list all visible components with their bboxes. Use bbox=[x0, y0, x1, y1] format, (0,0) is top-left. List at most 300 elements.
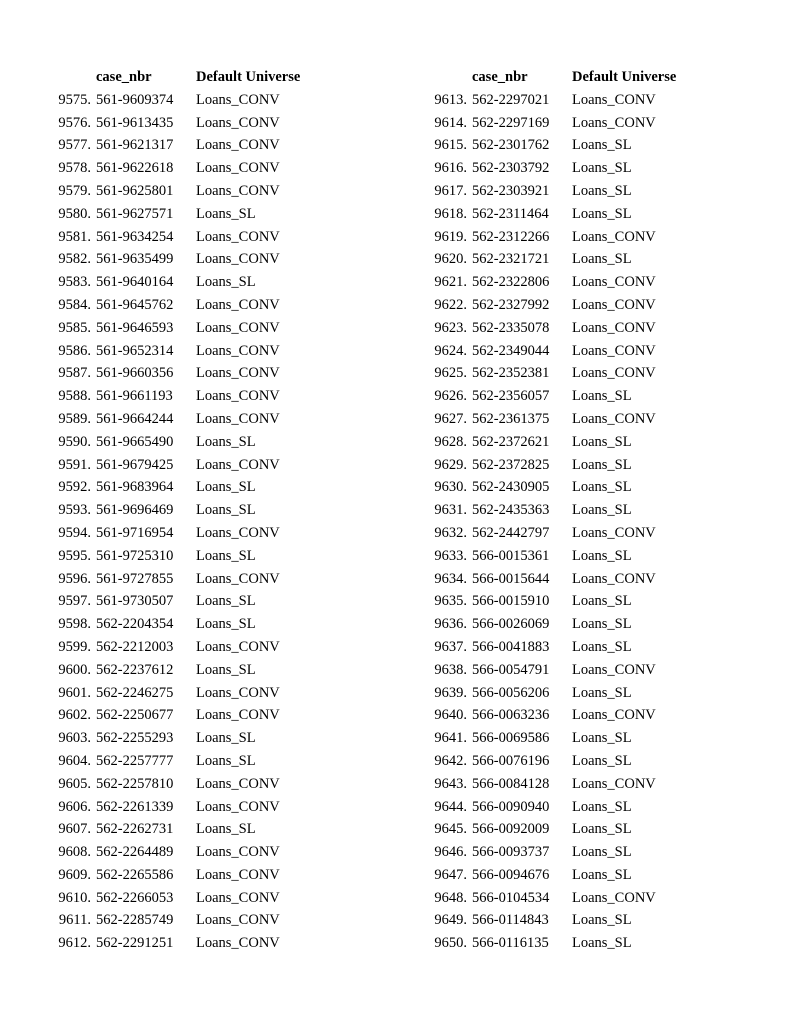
row-index: 9599. bbox=[58, 638, 91, 655]
default-universe-cell: Loans_SL bbox=[572, 502, 632, 519]
table-row bbox=[376, 112, 716, 135]
default-universe-cell: Loans_CONV bbox=[196, 388, 280, 405]
table-row bbox=[376, 932, 716, 955]
default-universe-cell: Loans_CONV bbox=[572, 342, 656, 359]
case-nbr-header: case_nbr bbox=[472, 69, 528, 85]
case-nbr-cell: 562-2356057 bbox=[472, 388, 550, 405]
row-index: 9623. bbox=[434, 319, 467, 336]
row-index: 9587. bbox=[58, 365, 91, 382]
table-row bbox=[376, 271, 716, 294]
row-index: 9596. bbox=[58, 570, 91, 587]
table-row bbox=[376, 545, 716, 568]
table-row bbox=[0, 134, 340, 157]
case-nbr-cell: 562-2303792 bbox=[472, 160, 550, 177]
right-case-table bbox=[376, 66, 716, 955]
row-index: 9647. bbox=[434, 866, 467, 883]
default-universe-cell: Loans_CONV bbox=[196, 182, 280, 199]
table-row bbox=[0, 590, 340, 613]
table-row bbox=[0, 499, 340, 522]
default-universe-cell: Loans_CONV bbox=[572, 524, 656, 541]
default-universe-cell: Loans_CONV bbox=[572, 274, 656, 291]
row-index: 9620. bbox=[434, 251, 467, 268]
row-index: 9638. bbox=[434, 661, 467, 678]
case-nbr-cell: 561-9661193 bbox=[96, 388, 173, 405]
row-index: 9615. bbox=[434, 137, 467, 154]
table-row bbox=[0, 89, 340, 112]
row-index: 9593. bbox=[58, 502, 91, 519]
case-nbr-cell: 561-9716954 bbox=[96, 524, 174, 541]
table-row bbox=[376, 636, 716, 659]
table-row bbox=[0, 385, 340, 408]
case-nbr-cell: 562-2352381 bbox=[472, 365, 550, 382]
case-nbr-cell: 566-0063236 bbox=[472, 707, 550, 724]
row-index: 9629. bbox=[434, 456, 467, 473]
case-nbr-cell: 561-9652314 bbox=[96, 342, 174, 359]
table-row bbox=[0, 704, 340, 727]
row-index: 9591. bbox=[58, 456, 91, 473]
table-row bbox=[0, 818, 340, 841]
table-row bbox=[376, 727, 716, 750]
table-row bbox=[376, 454, 716, 477]
row-index: 9614. bbox=[434, 114, 467, 131]
row-index: 9601. bbox=[58, 684, 91, 701]
row-index: 9579. bbox=[58, 182, 91, 199]
row-index: 9650. bbox=[434, 935, 467, 952]
row-index: 9628. bbox=[434, 433, 467, 450]
row-index: 9577. bbox=[58, 137, 91, 154]
case-nbr-cell: 562-2372825 bbox=[472, 456, 550, 473]
default-universe-cell: Loans_CONV bbox=[196, 889, 280, 906]
default-universe-cell: Loans_CONV bbox=[196, 410, 280, 427]
default-universe-cell: Loans_CONV bbox=[196, 935, 280, 952]
table-row bbox=[376, 818, 716, 841]
default-universe-cell: Loans_SL bbox=[572, 684, 632, 701]
row-index: 9578. bbox=[58, 160, 91, 177]
case-nbr-cell: 562-2349044 bbox=[472, 342, 550, 359]
row-index: 9608. bbox=[58, 844, 91, 861]
case-nbr-cell: 566-0056206 bbox=[472, 684, 550, 701]
table-row bbox=[0, 613, 340, 636]
table-row bbox=[0, 796, 340, 819]
default-universe-cell: Loans_SL bbox=[572, 251, 632, 268]
case-nbr-cell: 566-0104534 bbox=[472, 889, 550, 906]
default-universe-cell: Loans_SL bbox=[196, 433, 256, 450]
table-row bbox=[0, 112, 340, 135]
row-index: 9586. bbox=[58, 342, 91, 359]
default-universe-cell: Loans_CONV bbox=[572, 570, 656, 587]
default-universe-cell: Loans_CONV bbox=[196, 114, 280, 131]
case-nbr-cell: 566-0041883 bbox=[472, 638, 550, 655]
default-universe-cell: Loans_SL bbox=[572, 912, 632, 929]
table-row bbox=[0, 454, 340, 477]
default-universe-cell: Loans_SL bbox=[572, 593, 632, 610]
case-nbr-cell: 566-0015644 bbox=[472, 570, 550, 587]
row-index: 9648. bbox=[434, 889, 467, 906]
row-index: 9627. bbox=[434, 410, 467, 427]
table-row bbox=[0, 682, 340, 705]
table-row bbox=[376, 203, 716, 226]
row-index: 9634. bbox=[434, 570, 467, 587]
table-row bbox=[376, 682, 716, 705]
table-row bbox=[0, 636, 340, 659]
default-universe-cell: Loans_SL bbox=[196, 274, 256, 291]
table-row bbox=[0, 340, 340, 363]
default-universe-cell: Loans_CONV bbox=[572, 889, 656, 906]
case-nbr-cell: 561-9613435 bbox=[96, 114, 174, 131]
case-nbr-cell: 562-2261339 bbox=[96, 798, 174, 815]
default-universe-cell: Loans_CONV bbox=[572, 228, 656, 245]
row-index: 9603. bbox=[58, 730, 91, 747]
default-universe-cell: Loans_SL bbox=[196, 479, 256, 496]
default-universe-cell: Loans_CONV bbox=[196, 296, 280, 313]
default-universe-cell: Loans_CONV bbox=[572, 365, 656, 382]
default-universe-cell: Loans_CONV bbox=[196, 912, 280, 929]
row-index: 9612. bbox=[58, 935, 91, 952]
table-row bbox=[376, 362, 716, 385]
default-universe-cell: Loans_CONV bbox=[196, 319, 280, 336]
default-universe-cell: Loans_CONV bbox=[196, 684, 280, 701]
table-row bbox=[376, 750, 716, 773]
case-nbr-cell: 561-9725310 bbox=[96, 547, 174, 564]
table-header-row bbox=[0, 66, 340, 89]
row-index: 9575. bbox=[58, 91, 91, 108]
case-nbr-header: case_nbr bbox=[96, 69, 152, 85]
default-universe-cell: Loans_CONV bbox=[572, 661, 656, 678]
row-index: 9594. bbox=[58, 524, 91, 541]
default-universe-cell: Loans_SL bbox=[196, 205, 256, 222]
table-row bbox=[376, 704, 716, 727]
case-nbr-cell: 561-9621317 bbox=[96, 137, 174, 154]
default-universe-cell: Loans_CONV bbox=[196, 775, 280, 792]
right-table-body bbox=[376, 89, 716, 955]
default-universe-cell: Loans_SL bbox=[572, 182, 632, 199]
case-nbr-cell: 561-9664244 bbox=[96, 410, 174, 427]
row-index: 9622. bbox=[434, 296, 467, 313]
case-nbr-cell: 561-9622618 bbox=[96, 160, 174, 177]
default-universe-cell: Loans_SL bbox=[572, 160, 632, 177]
table-row bbox=[376, 226, 716, 249]
case-nbr-cell: 561-9627571 bbox=[96, 205, 174, 222]
default-universe-cell: Loans_SL bbox=[572, 821, 632, 838]
case-nbr-cell: 561-9696469 bbox=[96, 502, 174, 519]
table-row bbox=[376, 340, 716, 363]
row-index: 9635. bbox=[434, 593, 467, 610]
default-universe-cell: Loans_SL bbox=[572, 388, 632, 405]
default-universe-cell: Loans_CONV bbox=[572, 114, 656, 131]
table-row bbox=[376, 909, 716, 932]
default-universe-cell: Loans_CONV bbox=[196, 160, 280, 177]
case-nbr-cell: 562-2246275 bbox=[96, 684, 174, 701]
index-header bbox=[376, 66, 472, 89]
default-universe-cell: Loans_SL bbox=[196, 616, 256, 633]
row-index: 9642. bbox=[434, 752, 467, 769]
default-universe-cell: Loans_SL bbox=[572, 616, 632, 633]
default-universe-cell: Loans_CONV bbox=[196, 844, 280, 861]
table-row bbox=[376, 248, 716, 271]
table-row bbox=[376, 568, 716, 591]
case-nbr-cell: 566-0026069 bbox=[472, 616, 550, 633]
table-row bbox=[0, 909, 340, 932]
table-row bbox=[0, 248, 340, 271]
index-header bbox=[0, 66, 96, 89]
case-nbr-cell: 561-9625801 bbox=[96, 182, 174, 199]
default-universe-cell: Loans_CONV bbox=[196, 798, 280, 815]
row-index: 9581. bbox=[58, 228, 91, 245]
row-index: 9589. bbox=[58, 410, 91, 427]
table-row bbox=[0, 773, 340, 796]
case-nbr-cell: 566-0116135 bbox=[472, 935, 549, 952]
table-row bbox=[0, 203, 340, 226]
case-nbr-cell: 561-9646593 bbox=[96, 319, 174, 336]
table-header-row bbox=[376, 66, 716, 89]
table-row bbox=[0, 841, 340, 864]
table-row bbox=[376, 476, 716, 499]
case-nbr-cell: 562-2257810 bbox=[96, 775, 174, 792]
table-row bbox=[376, 89, 716, 112]
row-index: 9602. bbox=[58, 707, 91, 724]
default-universe-cell: Loans_CONV bbox=[196, 570, 280, 587]
row-index: 9619. bbox=[434, 228, 467, 245]
table-row bbox=[376, 590, 716, 613]
default-universe-cell: Loans_SL bbox=[572, 205, 632, 222]
row-index: 9600. bbox=[58, 661, 91, 678]
case-nbr-cell: 562-2255293 bbox=[96, 730, 174, 747]
table-row bbox=[376, 408, 716, 431]
case-nbr-cell: 561-9640164 bbox=[96, 274, 174, 291]
row-index: 9643. bbox=[434, 775, 467, 792]
default-universe-cell: Loans_SL bbox=[196, 752, 256, 769]
case-nbr-cell: 562-2285749 bbox=[96, 912, 174, 929]
default-universe-cell: Loans_SL bbox=[572, 798, 632, 815]
case-nbr-cell: 562-2321721 bbox=[472, 251, 550, 268]
case-nbr-cell: 562-2257777 bbox=[96, 752, 174, 769]
case-nbr-cell: 566-0093737 bbox=[472, 844, 550, 861]
table-row bbox=[376, 796, 716, 819]
row-index: 9611. bbox=[58, 912, 91, 929]
table-row bbox=[0, 476, 340, 499]
default-universe-cell: Loans_CONV bbox=[196, 638, 280, 655]
table-row bbox=[376, 613, 716, 636]
table-row bbox=[0, 180, 340, 203]
default-universe-cell: Loans_SL bbox=[572, 730, 632, 747]
default-universe-cell: Loans_SL bbox=[196, 661, 256, 678]
row-index: 9606. bbox=[58, 798, 91, 815]
case-nbr-cell: 562-2435363 bbox=[472, 502, 550, 519]
table-row bbox=[0, 408, 340, 431]
default-universe-cell: Loans_CONV bbox=[196, 342, 280, 359]
default-universe-cell: Loans_SL bbox=[196, 821, 256, 838]
row-index: 9592. bbox=[58, 479, 91, 496]
table-row bbox=[376, 431, 716, 454]
default-universe-cell: Loans_CONV bbox=[196, 456, 280, 473]
table-row bbox=[0, 887, 340, 910]
table-row bbox=[376, 499, 716, 522]
case-nbr-cell: 566-0069586 bbox=[472, 730, 550, 747]
default-universe-cell: Loans_SL bbox=[572, 844, 632, 861]
row-index: 9616. bbox=[434, 160, 467, 177]
row-index: 9598. bbox=[58, 616, 91, 633]
table-row bbox=[0, 864, 340, 887]
case-nbr-cell: 562-2204354 bbox=[96, 616, 174, 633]
table-row bbox=[376, 317, 716, 340]
row-index: 9646. bbox=[434, 844, 467, 861]
case-nbr-cell: 562-2430905 bbox=[472, 479, 550, 496]
table-row bbox=[376, 385, 716, 408]
row-index: 9607. bbox=[58, 821, 91, 838]
row-index: 9580. bbox=[58, 205, 91, 222]
case-nbr-cell: 566-0084128 bbox=[472, 775, 550, 792]
default-universe-cell: Loans_SL bbox=[572, 638, 632, 655]
default-universe-cell: Loans_CONV bbox=[196, 707, 280, 724]
case-nbr-cell: 562-2335078 bbox=[472, 319, 550, 336]
row-index: 9605. bbox=[58, 775, 91, 792]
case-nbr-cell: 562-2361375 bbox=[472, 410, 550, 427]
row-index: 9610. bbox=[58, 889, 91, 906]
table-row bbox=[376, 841, 716, 864]
row-index: 9631. bbox=[434, 502, 467, 519]
default-universe-cell: Loans_CONV bbox=[196, 866, 280, 883]
case-nbr-cell: 561-9660356 bbox=[96, 365, 174, 382]
row-index: 9645. bbox=[434, 821, 467, 838]
table-row bbox=[376, 294, 716, 317]
default-universe-cell: Loans_SL bbox=[572, 433, 632, 450]
default-universe-cell: Loans_SL bbox=[572, 547, 632, 564]
table-row bbox=[0, 271, 340, 294]
default-universe-cell: Loans_CONV bbox=[572, 319, 656, 336]
default-universe-cell: Loans_CONV bbox=[572, 775, 656, 792]
default-universe-cell: Loans_SL bbox=[196, 547, 256, 564]
case-nbr-cell: 562-2291251 bbox=[96, 935, 174, 952]
default-universe-cell: Loans_CONV bbox=[196, 137, 280, 154]
case-nbr-cell: 566-0076196 bbox=[472, 752, 550, 769]
case-nbr-cell: 566-0092009 bbox=[472, 821, 550, 838]
default-universe-cell: Loans_SL bbox=[572, 479, 632, 496]
table-row bbox=[0, 362, 340, 385]
case-nbr-cell: 562-2237612 bbox=[96, 661, 174, 678]
default-universe-cell: Loans_CONV bbox=[572, 91, 656, 108]
row-index: 9625. bbox=[434, 365, 467, 382]
row-index: 9649. bbox=[434, 912, 467, 929]
case-nbr-cell: 561-9645762 bbox=[96, 296, 174, 313]
left-case-table bbox=[0, 66, 340, 955]
row-index: 9585. bbox=[58, 319, 91, 336]
row-index: 9641. bbox=[434, 730, 467, 747]
case-nbr-cell: 566-0114843 bbox=[472, 912, 549, 929]
table-row bbox=[0, 750, 340, 773]
row-index: 9588. bbox=[58, 388, 91, 405]
default-universe-cell: Loans_SL bbox=[572, 866, 632, 883]
case-nbr-cell: 562-2312266 bbox=[472, 228, 550, 245]
row-index: 9633. bbox=[434, 547, 467, 564]
row-index: 9595. bbox=[58, 547, 91, 564]
case-nbr-cell: 561-9635499 bbox=[96, 251, 174, 268]
row-index: 9582. bbox=[58, 251, 91, 268]
row-index: 9583. bbox=[58, 274, 91, 291]
row-index: 9632. bbox=[434, 524, 467, 541]
case-nbr-cell: 562-2262731 bbox=[96, 821, 174, 838]
row-index: 9618. bbox=[434, 205, 467, 222]
case-nbr-cell: 562-2265586 bbox=[96, 866, 174, 883]
default-universe-cell: Loans_SL bbox=[196, 593, 256, 610]
row-index: 9640. bbox=[434, 707, 467, 724]
case-nbr-cell: 561-9679425 bbox=[96, 456, 174, 473]
case-nbr-cell: 561-9609374 bbox=[96, 91, 174, 108]
table-row bbox=[0, 545, 340, 568]
right-column bbox=[376, 66, 716, 955]
table-row bbox=[376, 659, 716, 682]
case-nbr-cell: 561-9727855 bbox=[96, 570, 174, 587]
default-universe-cell: Loans_SL bbox=[196, 502, 256, 519]
table-row bbox=[0, 317, 340, 340]
default-universe-cell: Loans_CONV bbox=[196, 365, 280, 382]
row-index: 9621. bbox=[434, 274, 467, 291]
case-nbr-cell: 562-2322806 bbox=[472, 274, 550, 291]
row-index: 9637. bbox=[434, 638, 467, 655]
case-nbr-cell: 562-2297021 bbox=[472, 91, 550, 108]
case-nbr-cell: 561-9730507 bbox=[96, 593, 174, 610]
default-universe-header: Default Universe bbox=[572, 69, 677, 85]
case-nbr-cell: 561-9634254 bbox=[96, 228, 174, 245]
case-nbr-cell: 566-0054791 bbox=[472, 661, 550, 678]
row-index: 9626. bbox=[434, 388, 467, 405]
case-nbr-cell: 561-9665490 bbox=[96, 433, 174, 450]
case-nbr-cell: 562-2264489 bbox=[96, 844, 174, 861]
case-nbr-cell: 562-2311464 bbox=[472, 205, 549, 222]
table-row bbox=[0, 568, 340, 591]
case-nbr-cell: 566-0094676 bbox=[472, 866, 550, 883]
row-index: 9636. bbox=[434, 616, 467, 633]
row-index: 9630. bbox=[434, 479, 467, 496]
row-index: 9613. bbox=[434, 91, 467, 108]
row-index: 9604. bbox=[58, 752, 91, 769]
case-nbr-cell: 562-2266053 bbox=[96, 889, 174, 906]
table-row bbox=[0, 932, 340, 955]
table-row bbox=[0, 659, 340, 682]
row-index: 9584. bbox=[58, 296, 91, 313]
table-row bbox=[376, 134, 716, 157]
case-nbr-cell: 561-9683964 bbox=[96, 479, 174, 496]
table-row bbox=[376, 180, 716, 203]
default-universe-cell: Loans_SL bbox=[572, 137, 632, 154]
default-universe-cell: Loans_CONV bbox=[572, 410, 656, 427]
table-row bbox=[376, 157, 716, 180]
table-row bbox=[376, 522, 716, 545]
row-index: 9597. bbox=[58, 593, 91, 610]
case-nbr-cell: 562-2372621 bbox=[472, 433, 550, 450]
table-row bbox=[376, 887, 716, 910]
default-universe-cell: Loans_CONV bbox=[572, 707, 656, 724]
case-nbr-cell: 562-2212003 bbox=[96, 638, 174, 655]
case-nbr-cell: 562-2250677 bbox=[96, 707, 174, 724]
row-index: 9639. bbox=[434, 684, 467, 701]
case-nbr-cell: 562-2327992 bbox=[472, 296, 550, 313]
row-index: 9609. bbox=[58, 866, 91, 883]
row-index: 9617. bbox=[434, 182, 467, 199]
case-nbr-cell: 566-0015910 bbox=[472, 593, 550, 610]
row-index: 9644. bbox=[434, 798, 467, 815]
case-nbr-cell: 562-2442797 bbox=[472, 524, 550, 541]
row-index: 9576. bbox=[58, 114, 91, 131]
table-row bbox=[0, 294, 340, 317]
row-index: 9590. bbox=[58, 433, 91, 450]
table-row bbox=[376, 773, 716, 796]
case-nbr-cell: 562-2297169 bbox=[472, 114, 550, 131]
default-universe-cell: Loans_CONV bbox=[572, 296, 656, 313]
case-nbr-cell: 566-0090940 bbox=[472, 798, 550, 815]
default-universe-cell: Loans_CONV bbox=[196, 91, 280, 108]
table-row bbox=[0, 727, 340, 750]
table-row bbox=[0, 522, 340, 545]
